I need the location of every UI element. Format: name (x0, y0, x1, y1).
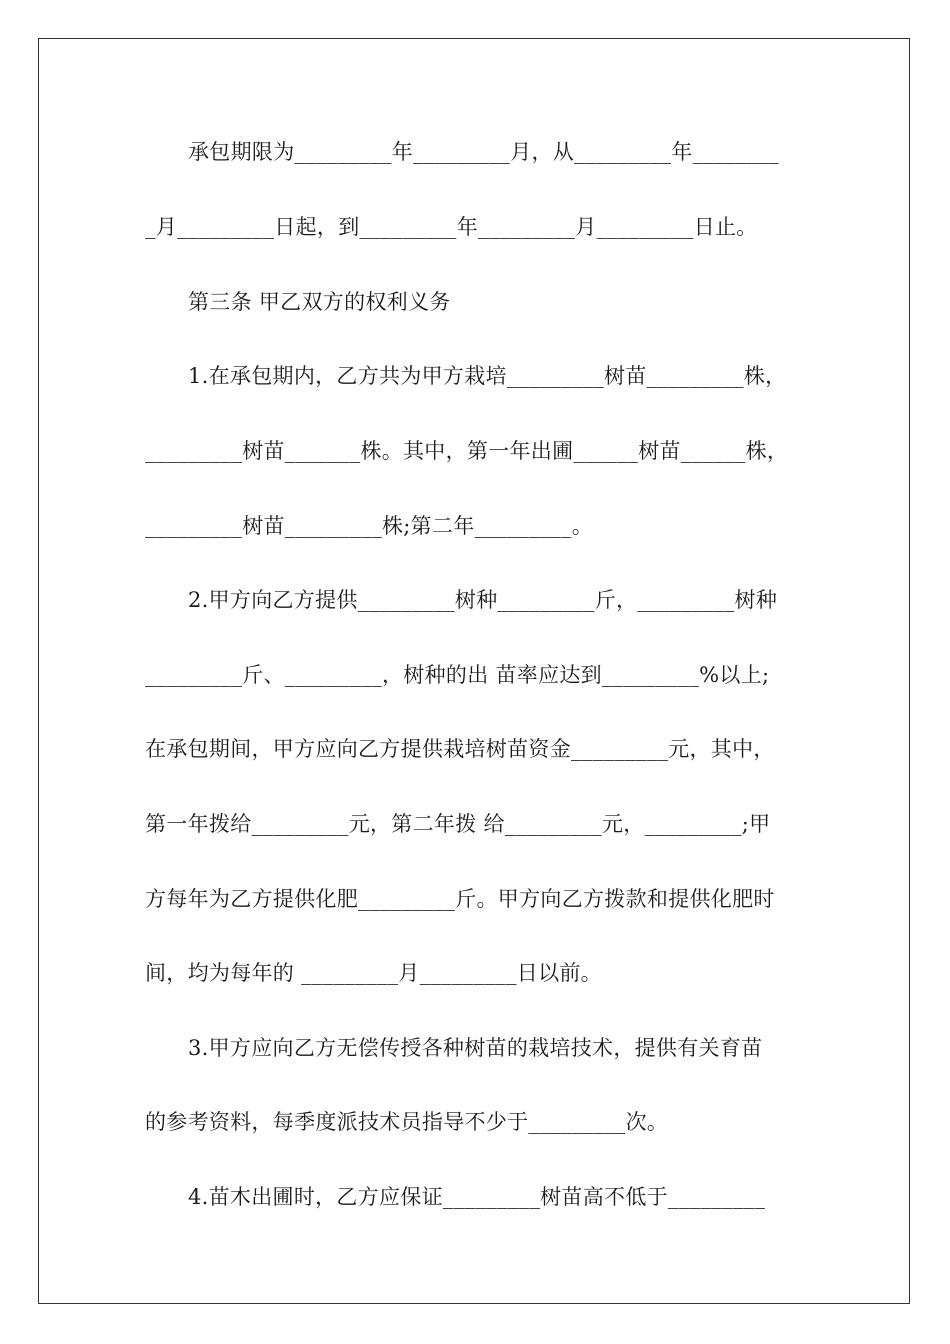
text-line: _________树苗_________株;第二年_________。 (145, 514, 594, 538)
text-line: 第一年拨给_________元，第二年拨 给_________元，_________;甲 (145, 812, 771, 836)
text-line: 1.在承包期内，乙方共为甲方栽培_________树苗_________株， (188, 364, 787, 388)
text-line: 间，均为每年的 _________月_________日以前。 (145, 961, 602, 985)
section-heading: 第三条 甲乙双方的权利义务 (188, 290, 451, 314)
text-line: _________斤、_________，树种的出 苗率应达到_________%以上; (145, 663, 770, 687)
text-line: 的参考资料，每季度派技术员指导不少于_________次。 (145, 1110, 669, 1134)
text-line: 2.甲方向乙方提供_________树种_________斤，_________树种 (188, 588, 778, 612)
text-line: 3.甲方应向乙方无偿传授各种树苗的栽培技术，提供有关育苗 (188, 1036, 763, 1060)
text-line: 4.苗木出圃时，乙方应保证_________树苗高不低于_________ (188, 1185, 766, 1209)
text-line: _月_________日起，到_________年_________月_________日止。 (145, 215, 758, 239)
text-line: 在承包期间，甲方应向乙方提供栽培树苗资金_________元，其中， (145, 737, 775, 761)
text-line: _________树苗_______株。其中，第一年出圃______树苗______株， (145, 439, 789, 463)
text-line: 承包期限为_________年_________月，从_________年________ (188, 140, 779, 164)
text-line: 方每年为乙方提供化肥_________斤。甲方向乙方拨款和提供化肥时 (145, 887, 775, 911)
